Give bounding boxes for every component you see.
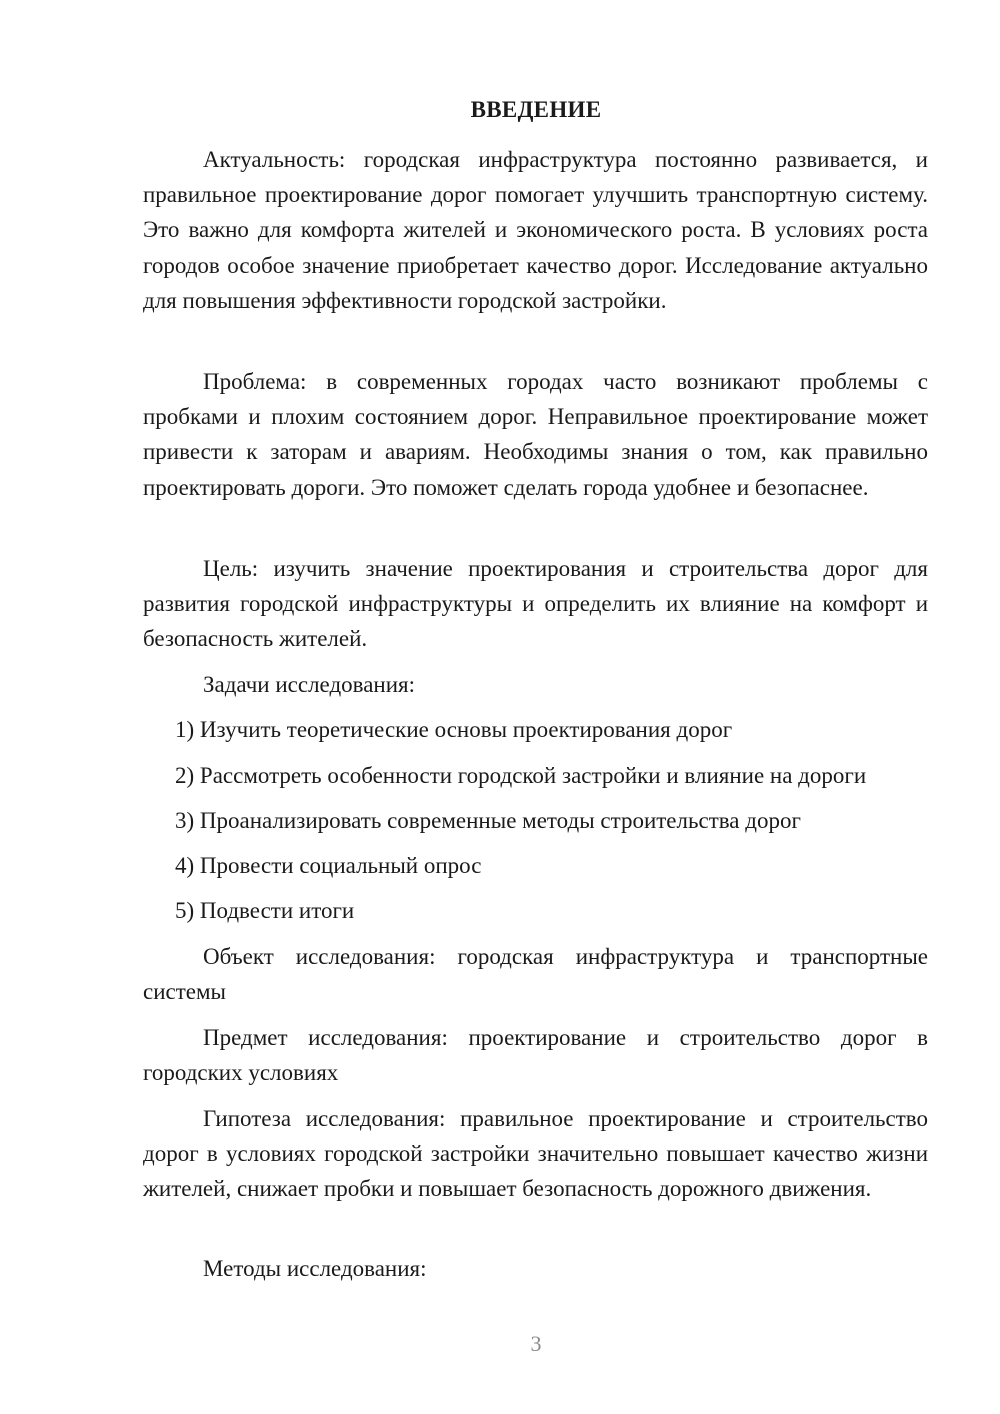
paragraph-hypothesis: Гипотеза исследования: правильное проектирование и строительство дорог в условиях городской застройки значительно повышает качество жизни жителей, снижает пробки и повышает безопасность дорожного движения. xyxy=(143,1106,928,1202)
task-list-item: 1) Изучить теоретические основы проектирования дорог xyxy=(175,717,733,742)
paragraph-subject: Предмет исследования: проектирование и строительство дорог в городских условиях xyxy=(143,1025,928,1086)
paragraph-object: Объект исследования: городская инфраструктура и транспортные системы xyxy=(143,944,928,1005)
task-list-item: 5) Подвести итоги xyxy=(175,898,355,923)
page-title: ВВЕДЕНИЕ xyxy=(470,97,602,122)
methods-title: Методы исследования: xyxy=(203,1256,427,1281)
task-list-item: 2) Рассмотреть особенности городской застройки и влияние на дороги xyxy=(175,763,867,788)
tasks-title: Задачи исследования: xyxy=(203,672,416,697)
paragraph-problem: Проблема: в современных городах часто возникают проблемы с пробками и плохим состоянием дорог. Неправильное проектирование может привести к заторам и авариям. Необходимы знания о том, как правильно проектировать дороги. Это поможет сделать города удобнее и безопаснее. xyxy=(143,369,928,500)
task-list-item: 4) Провести социальный опрос xyxy=(175,853,482,878)
paragraph-goal: Цель: изучить значение проектирования и строительства дорог для развития городской инфраструктуры и определить их влияние на комфорт и безопасность жителей. xyxy=(143,556,928,652)
page-number: 3 xyxy=(530,1331,542,1356)
paragraph-relevance: Актуальность: городская инфраструктура постоянно развивается, и правильное проектирование дорог помогает улучшить транспортную систему. Это важно для комфорта жителей и экономического роста. В условиях роста городов особое значение приобретает качество дорог. Исследование актуально для повышения эффективности городской застройки. xyxy=(143,147,928,313)
task-list-item: 3) Проанализировать современные методы строительства дорог xyxy=(175,808,801,833)
